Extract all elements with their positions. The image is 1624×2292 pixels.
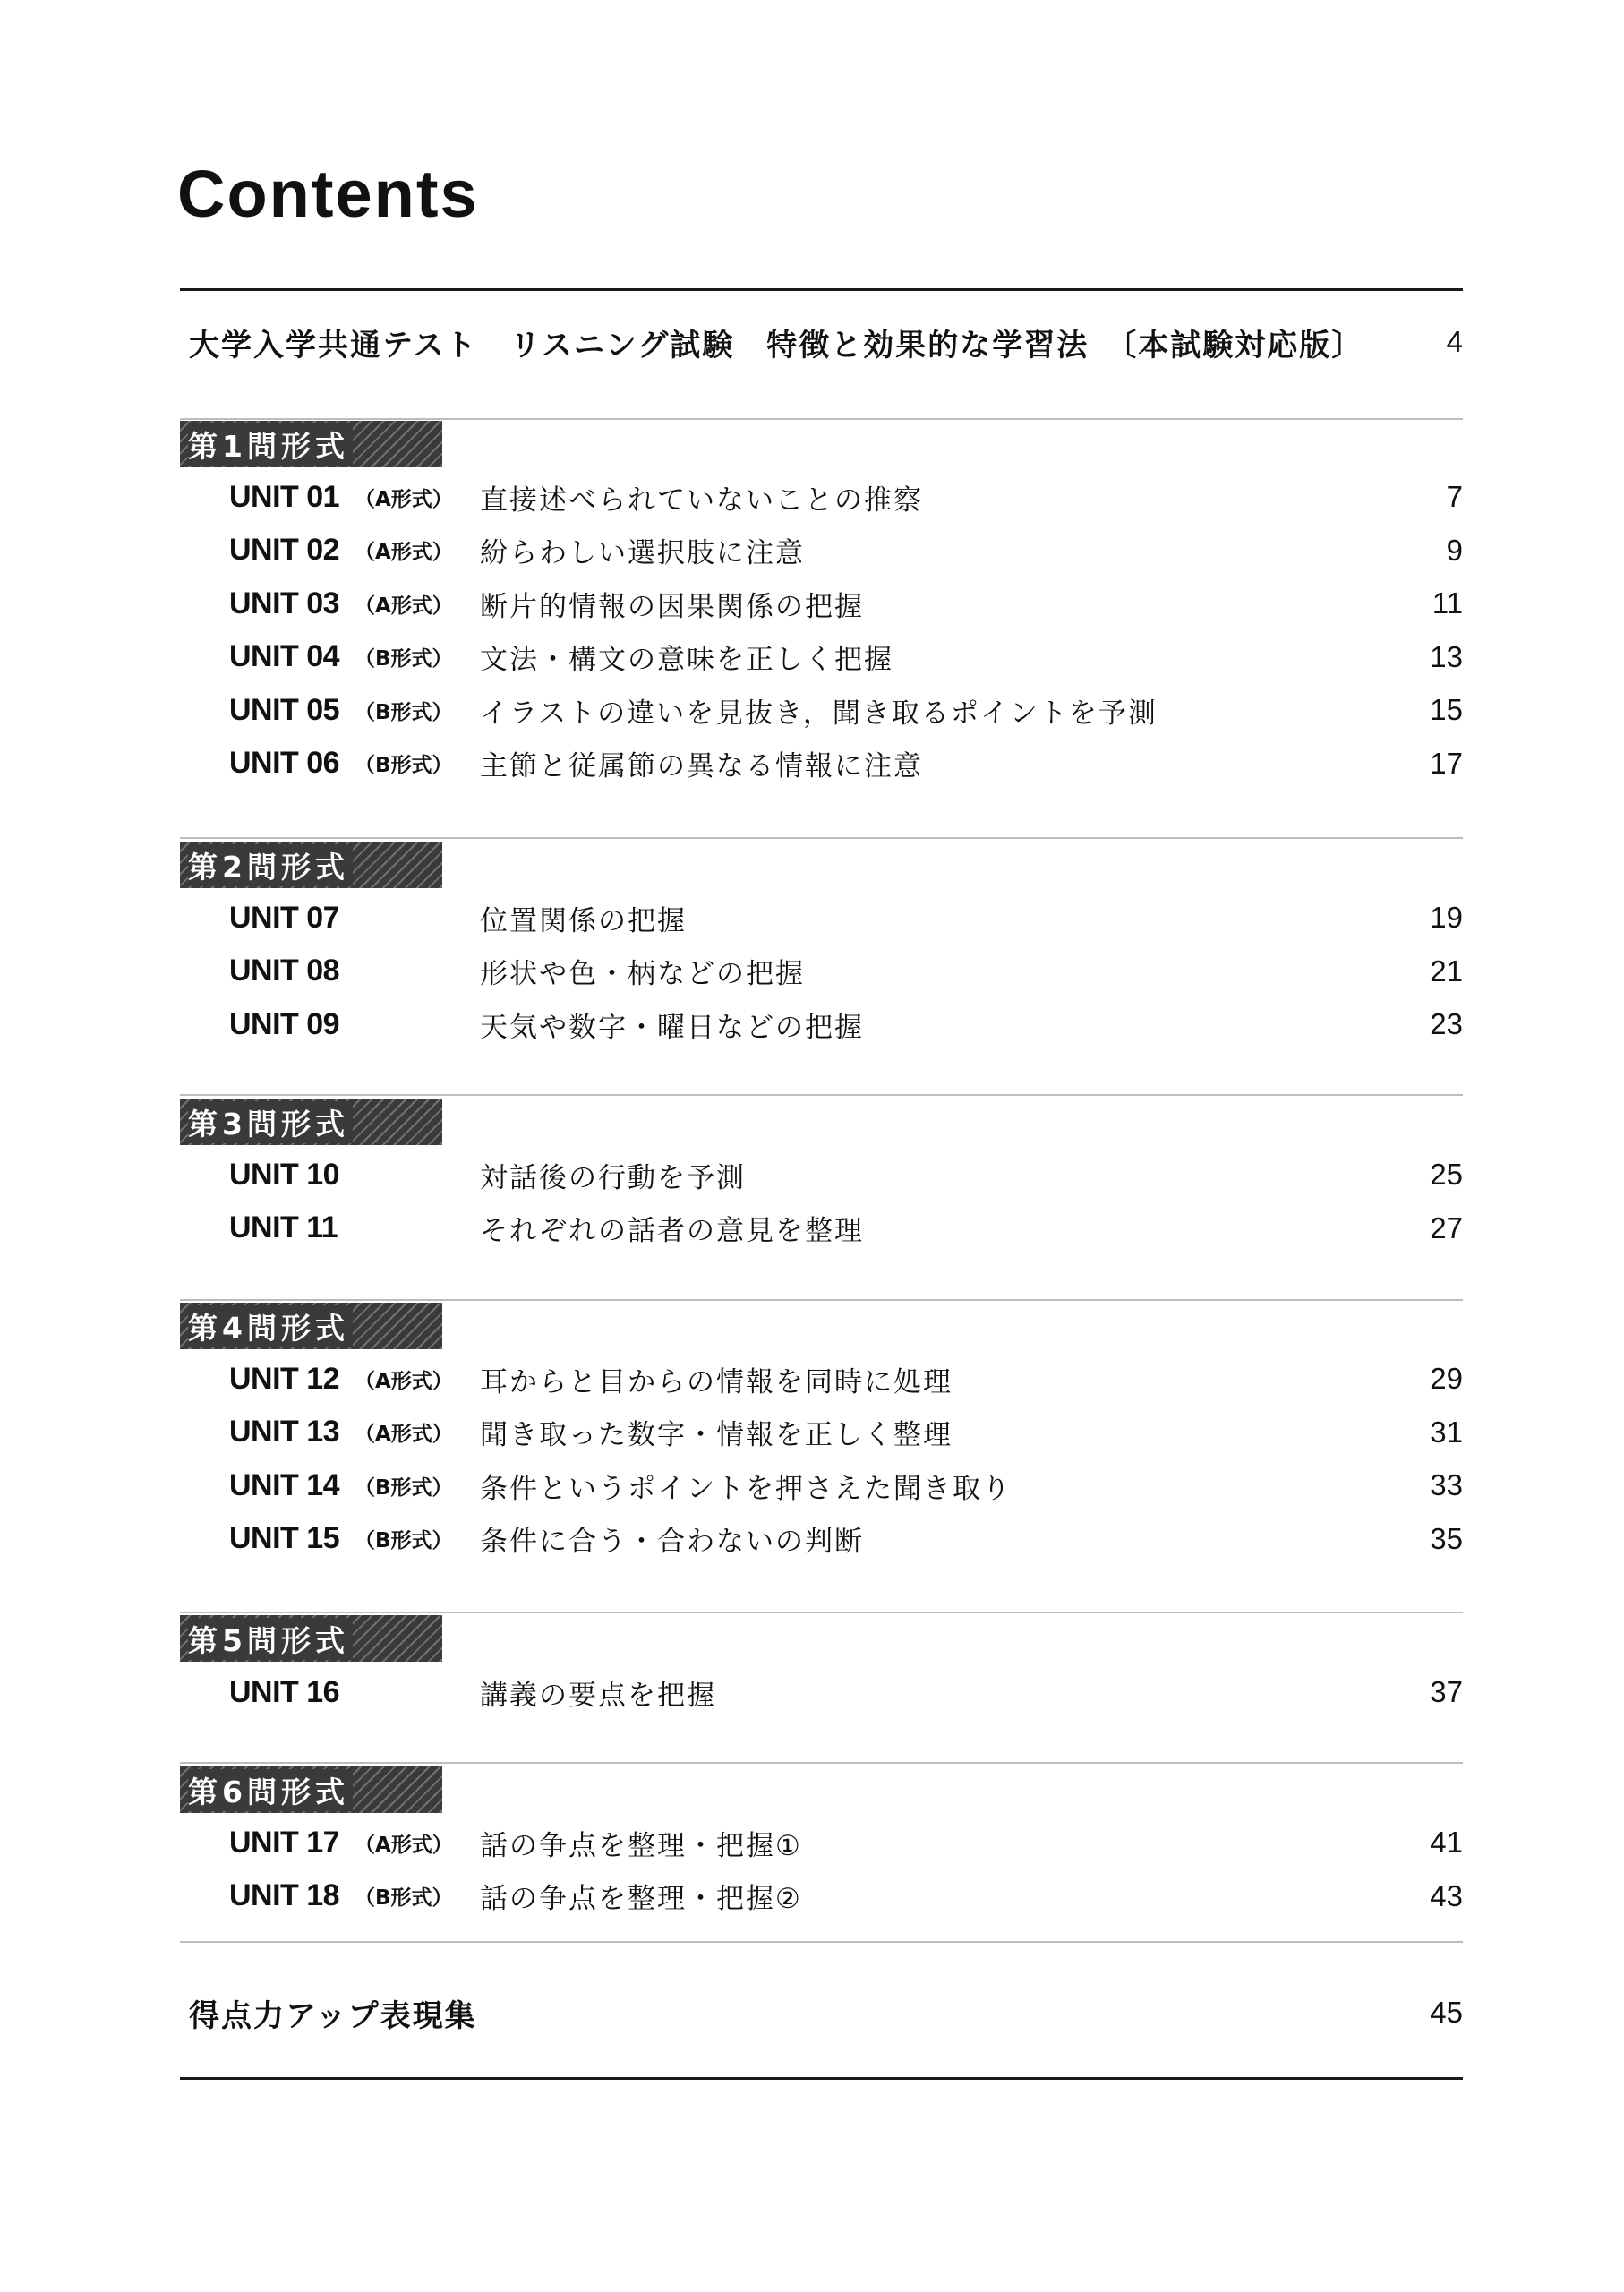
unit-code: UNIT 10 [229,1157,340,1192]
unit-page-number: 9 [1446,533,1463,567]
unit-code: UNIT 14 [229,1467,340,1502]
unit-form: （B形式） [355,1886,453,1910]
unit-form: （A形式） [355,594,453,618]
intro-entry[interactable] [180,315,1463,369]
appendix-page-number: 45 [1430,1996,1463,2029]
unit-page-number: 15 [1430,693,1463,726]
unit-entry[interactable] [229,1816,1463,1869]
unit-code: UNIT 13 [229,1415,340,1449]
section-label [180,842,442,888]
section-label-text: 第4問形式 [188,1305,353,1347]
unit-code: UNIT 12 [229,1361,340,1396]
unit-description: 条件に合う・合わないの判断 [480,1526,864,1558]
unit-code: UNIT 01 [229,479,340,514]
unit-description: 耳からと目からの情報を同時に処理 [480,1365,953,1398]
unit-entry[interactable] [229,1352,1463,1406]
unit-code: UNIT 05 [229,692,340,727]
unit-form: （A形式） [355,1369,453,1393]
unit-page-number: 7 [1446,480,1463,513]
section-rule [180,1299,1463,1301]
unit-form: （B形式） [355,1475,453,1500]
unit-page-number: 19 [1430,901,1463,934]
appendix-text: 得点力アップ表現集 [189,1997,477,2034]
unit-description: 紛らわしい選択肢に注意 [480,537,805,569]
unit-entry[interactable] [229,1406,1463,1459]
section-label [180,1099,442,1145]
unit-description: 話の争点を整理・把握② [480,1883,802,1915]
unit-page-number: 25 [1430,1158,1463,1191]
unit-entry[interactable] [229,891,1463,945]
section-rule [180,418,1463,420]
appendix-entry[interactable] [180,1986,1463,2040]
unit-description: 位置関係の把握 [480,904,687,937]
top-rule [180,288,1463,291]
unit-description: 対話後の行動を予測 [480,1161,746,1194]
unit-description: 文法・構文の意味を正しく把握 [480,644,893,676]
bottom-rule [180,2077,1463,2080]
section-rule [180,837,1463,839]
unit-page-number: 23 [1430,1007,1463,1040]
unit-page-number: 29 [1430,1362,1463,1395]
unit-entry[interactable] [229,997,1463,1051]
unit-entry[interactable] [229,577,1463,630]
section-label [180,1615,442,1662]
section-rule [180,1762,1463,1764]
unit-entry[interactable] [229,683,1463,737]
unit-code: UNIT 08 [229,954,340,988]
unit-description: 話の争点を整理・把握① [480,1829,802,1862]
unit-page-number: 27 [1430,1210,1463,1244]
unit-description: 条件というポイントを押さえた聞き取り [480,1472,1012,1505]
unit-form: （A形式） [355,487,453,511]
unit-entry[interactable] [229,630,1463,684]
unit-page-number: 35 [1430,1521,1463,1555]
unit-page-number: 41 [1430,1826,1463,1859]
unit-form: （B形式） [355,700,453,724]
unit-code: UNIT 02 [229,533,340,567]
unit-entry[interactable] [229,737,1463,791]
unit-code: UNIT 06 [229,746,340,780]
unit-code: UNIT 11 [229,1210,338,1244]
intro-text: 大学入学共通テスト リスニング試験 特徴と効果的な学習法 〔本試験対応版〕 [189,327,1364,363]
unit-entry[interactable] [229,1512,1463,1566]
unit-entry[interactable] [229,945,1463,998]
unit-code: UNIT 04 [229,639,340,673]
unit-description: 天気や数字・曜日などの把握 [480,1011,864,1044]
unit-form: （B形式） [355,754,453,777]
appendix-rule [180,1941,1463,1943]
section-label-text: 第6問形式 [188,1769,353,1811]
unit-entry[interactable] [229,1458,1463,1512]
unit-page-number: 11 [1432,586,1463,620]
unit-page-number: 13 [1430,639,1463,673]
section-label [180,1766,442,1813]
unit-form: （A形式） [355,541,453,564]
unit-code: UNIT 03 [229,586,340,620]
unit-code: UNIT 16 [229,1674,340,1709]
section-rule [180,1094,1463,1096]
unit-page-number: 21 [1430,954,1463,988]
section-label-text: 第5問形式 [188,1618,353,1660]
unit-description: 講義の要点を把握 [480,1679,716,1712]
section-label-text: 第1問形式 [188,423,353,466]
unit-page-number: 43 [1430,1878,1463,1912]
unit-description: 断片的情報の因果関係の把握 [480,590,864,623]
unit-code: UNIT 17 [229,1825,340,1860]
unit-page-number: 17 [1430,746,1463,780]
intro-page-number: 4 [1446,325,1463,358]
section-label-text: 第3問形式 [188,1101,353,1143]
section-label [180,1303,442,1349]
unit-entry[interactable] [229,1665,1463,1719]
unit-page-number: 31 [1430,1415,1463,1449]
unit-entry[interactable] [229,524,1463,577]
section-label [180,421,442,467]
unit-page-number: 37 [1430,1675,1463,1708]
section-rule [180,1612,1463,1613]
page-title: Contents [177,157,479,231]
unit-form: （B形式） [355,1529,453,1552]
unit-description: 主節と従属節の異なる情報に注意 [480,750,923,783]
unit-code: UNIT 15 [229,1521,340,1555]
unit-entry[interactable] [229,1148,1463,1202]
unit-entry[interactable] [229,470,1463,524]
unit-page-number: 33 [1430,1468,1463,1501]
unit-entry[interactable] [229,1869,1463,1923]
unit-description: それぞれの話者の意見を整理 [480,1215,864,1247]
unit-description: 聞き取った数字・情報を正しく整理 [480,1419,953,1451]
unit-form: （B形式） [355,647,453,671]
unit-description: 形状や色・柄などの把握 [480,958,805,990]
unit-code: UNIT 07 [229,900,340,935]
unit-form: （A形式） [355,1833,453,1857]
unit-form: （A形式） [355,1423,453,1446]
unit-description: 直接述べられていないことの推察 [480,483,923,517]
unit-code: UNIT 09 [229,1006,340,1041]
section-label-text: 第2問形式 [188,844,353,886]
unit-description: イラストの違いを見抜き，聞き取るポイントを予測 [480,697,1158,730]
unit-code: UNIT 18 [229,1878,340,1912]
unit-entry[interactable] [229,1202,1463,1255]
